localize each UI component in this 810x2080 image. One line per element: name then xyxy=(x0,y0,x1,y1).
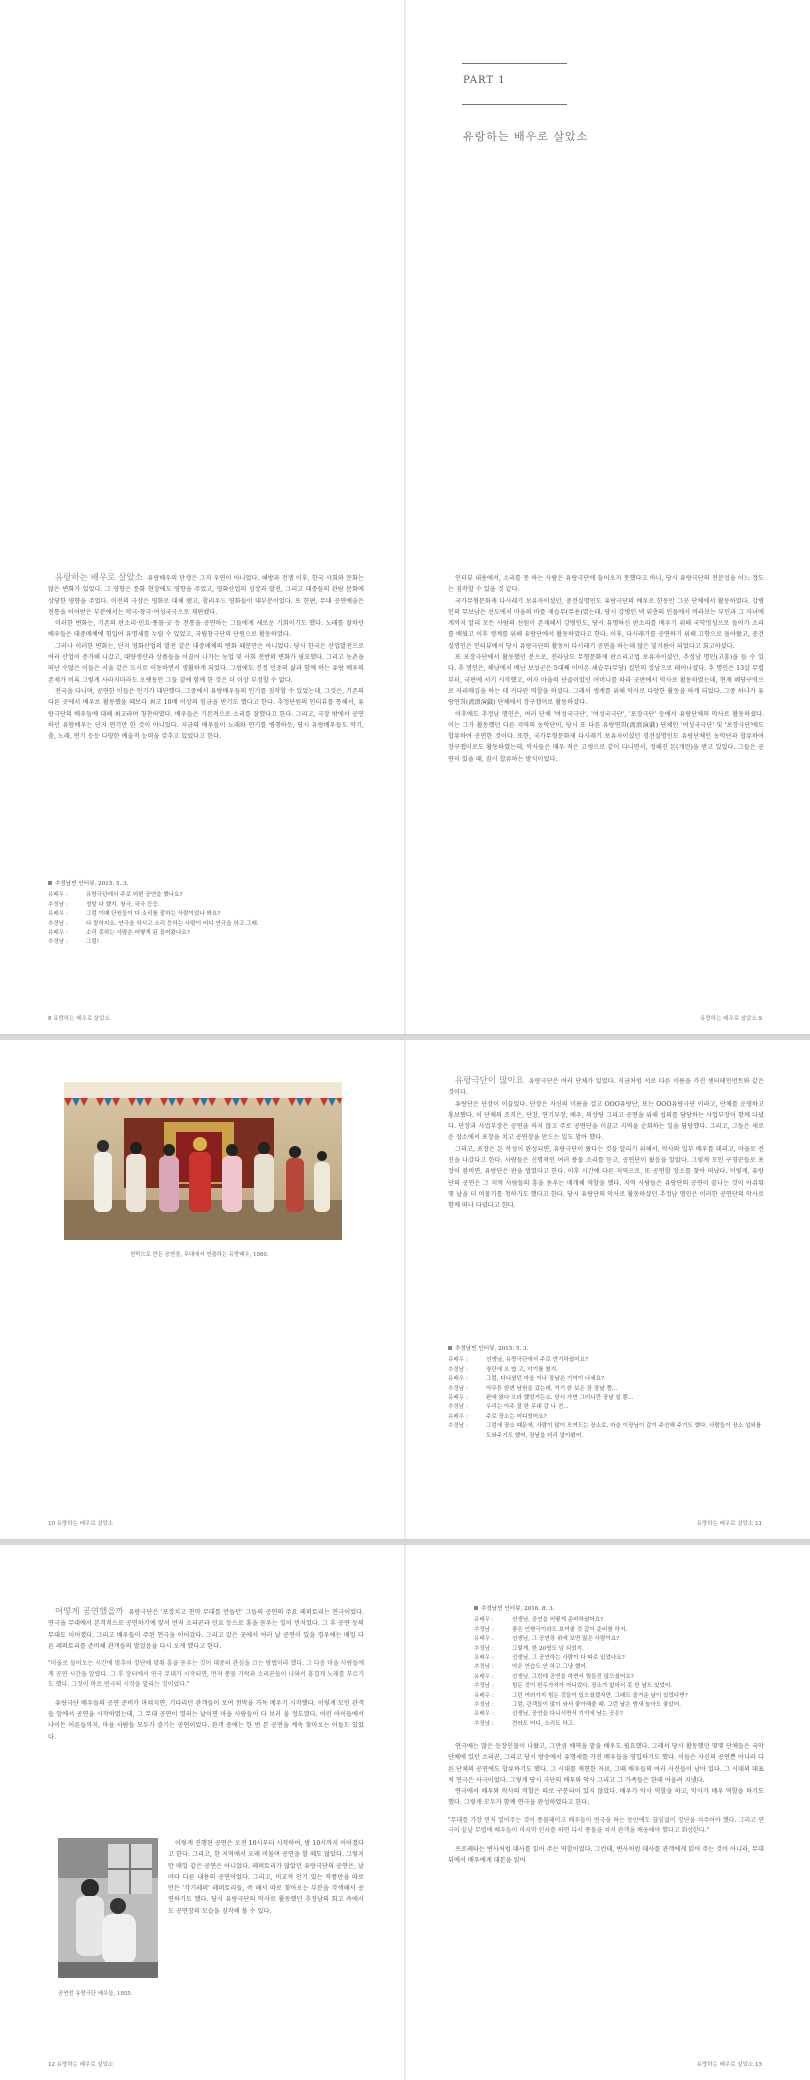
interview-line: 유배우 : 그런 여러가지 힘든 것들이 있으셨겠지만, 그래도 즐거운 날이 있었다면? xyxy=(474,1692,688,1699)
interview-line: 유배우 : 그럼 이때 단원들이 다 소리를 잘하는 사람이었나 봐요? xyxy=(48,911,221,918)
interview-line: 추정남 : 아무튼 한번 남원을 갔는데, 거기 한 보은 장 장날 쯤... xyxy=(448,1385,618,1392)
page-8 xyxy=(0,0,405,1034)
page-9-body xyxy=(448,573,764,765)
paragraph: 연극에서 배우와 악사의 역할은 따로 구분되어 있지 않았다. 배우가 악사 역할을 하고, 악사가 배우 역할을 하기도 했다. 그렇게 모두가 함께 연극을 완성하였다고 한다. xyxy=(448,1788,764,1807)
actors-photo-image xyxy=(58,1838,158,1978)
actors-photo xyxy=(58,1838,158,1978)
interview-line: 추정남 : 그럼에 장소 때문에, 사람이 많이 모여드는 장소로. 마을 이장님이 같이 주선해 주기도 했다. 사람들이 장소 섭외를 도와주기도 했어, 장날을 미리 알아봤어. xyxy=(448,1423,762,1439)
paragraph: 그러나 이러한 변화는, 단지 영화산업의 발전 같은 대중매체의 변화 때문만은 아니었다. 당시 한국은 산업발전으로 여러 산업이 증가해 나갔고, 대량생산과 상품들을 이끌어 나가는 농업 및 사회 전반의 변화가 필요했다. 그리고 농촌을 떠난 수많은 이들은 서울 같은 도시로 이동하면서 생활하게 되었다. 그럼에도 진정 민중의 삶과 함께 하는 유랑 배우의 존재가 비록 그렇게 사라지더라도 오랫동안 그들 곁에 함께 한 것은 더 이상 부정할 수 없다. xyxy=(48,642,364,684)
interview-box xyxy=(448,1345,764,1441)
interview-line: 추정남 : 다 잘하지요. 연극을 하시고 소리 등하는 사람이 어디 연극을 하고 그래. xyxy=(48,920,259,927)
page-number: 12 유랑하는 배우로 살았소 xyxy=(48,2062,114,2068)
stage-photo xyxy=(64,1082,342,1240)
page-number: 유랑하는 배우로 살았소 13 xyxy=(696,2062,762,2068)
photo-caption: 공연전 유랑극단 배우들, 1955. xyxy=(58,1991,133,1997)
part-title: 유랑하는 배우로 살았소 xyxy=(463,130,589,143)
spread-3 xyxy=(0,1545,810,2080)
interview-box xyxy=(474,1605,764,1729)
interview-line: 유배우 : 선생님, 공연을 어떻게 준비하셨어요? xyxy=(474,1617,604,1624)
spread-2 xyxy=(0,1040,810,1540)
section-heading: 유랑극단이 많이요 xyxy=(455,1076,524,1086)
page-9 xyxy=(405,0,810,1034)
bullet-square-icon xyxy=(448,1346,452,1350)
bullet-square-icon xyxy=(474,1606,478,1610)
page-number: 유랑하는 배우로 살았소 9 xyxy=(700,1016,762,1022)
page-12-body xyxy=(48,1607,364,1743)
page-12 xyxy=(0,1545,405,2080)
interview-line: 추정남 : 힘든 것이 한두가지가 아니었다. 장소가 없어서 못 한 날도 있었어. xyxy=(474,1683,673,1690)
interview-line: 추정남 : 우리는 아주 잘 한 무대 갈 나 전... xyxy=(448,1404,569,1411)
spread-1 xyxy=(0,0,810,1035)
divider-rule xyxy=(462,104,567,105)
paragraph: 유랑극단 배우들의 공연 준비가 마쳐지면, 기다리던 관객들이 모여 천막을 가득 메우기 시작했다. 이렇게 모인 관객들 앞에서 공연을 시작하였는데, 그 무대 공연이 열리는 날이면 마을 사람들이 다 보러 올 정도였다. 어린 아이들에서 나이든 어른들까지, 마을 사람들 모두가 즐기는 공연이었다. 관객 중에는 한 번 본 공연을 계속 찾아오는 이들도 있었다. xyxy=(48,1699,364,1741)
paragraph: 이렇게 진행된 공연은 오전 10시부터 시작하여, 밤 10시까지 이어졌다고 한다. 그리고, 한 지역에서 오래 머물며 공연을 할 때도 많았다. 그렇지만 매일 같은 공연은 아니었다. 레퍼토리가 많았던 유랑극단의 공연은, 날마다 다른 내용의 공연이었다. 그리고, 비교적 인기 있는 작품만을 따로 만든 '각기레퍼' 레퍼토리들, 즉 해서 따로 찾아오는 부분을 각색해서 공연하기도 했다. 당시 유랑극단의 악사로 활동했던 추정남의 회고 속에서도 공연장의 모습을 짐작해 볼 수 있다. xyxy=(168,1840,364,1915)
stage-photo-image xyxy=(64,1082,342,1240)
interview-line: 유배우 : 그럼, 다니셨던 마을 이나 장날은 기억이 나세요? xyxy=(448,1376,605,1383)
interview-line: 추정남 : 정말 다 했지. 창극, 국극 등등. xyxy=(48,901,160,908)
page-number: 유랑하는 배우로 살았소 11 xyxy=(696,1521,762,1527)
interview-line: 유배우 : 선생님, 유랑극단에서 주로 연기하셨어요? xyxy=(448,1357,588,1364)
page-8-body xyxy=(48,573,364,742)
interview-source: 추정남빈 인터뷰, 2015. 5. 3. xyxy=(55,881,129,887)
bullet-square-icon xyxy=(48,881,52,885)
page-13-body xyxy=(448,1741,764,1866)
interview-line: 추정남 : 악은 연습도 안 하고 그냥 했어. xyxy=(474,1664,588,1671)
interview-line: 추정남 : 그럼! xyxy=(48,939,100,946)
paragraph: 이후에도 추정남 명인은, 여러 단체 '여성국극단', '여성국극단', '포장극단' 등에서 유랑단체의 악사로 활동하셨다. 이는 그가 활동했던 다른 지역의 농악단이, 당시 또 다른 유랑연희(流浪演戱) 단체인 '여성국극단' 및 '포장극단'에도 합류하여 공연한 것이다. 또한, 국가무형문화재 다시래기 보유자이셨던 경견실명인도 유랑단체인 농악단과 합류하여 장구잽이로도 활동하였는데, 악사들은 매우 적은 고생으로 같이 다니면서, 정해진 돈(개런)을 받고 있었다. 그들은 공연이 있을 때, 잠시 합류하는 방식이었다. xyxy=(448,710,764,763)
paragraph: 전국을 다니며, 공연한 이들은 인기가 대단했다. 그중에서 유랑배우들의 인기를 짐작할 수 있었는데, 그것은, 기존의 다른 곳에서 배우로 활동했을 때보다 최고 10배 이상의 임금을 받기도 했다고 한다. 추정단원의 인터뷰를 통해서, 유랑극단의 배우들에 대해 최고라며 칭찬하였다. 배우들은 기본적으로 소리를 잘했다고 한다. 그리고, 극장 밖에서 공연하던 유랑배우는 단지 연기만 한 것이 아니었다. 지금의 배우들이 노래와 연기를 병행하듯, 당시 유랑배우들도 악기, 춤, 노래, 연기 등등 다양한 예술적 능력을 갖추고 있었다고 한다. xyxy=(48,687,364,741)
interview-source: 추정남빈 인터뷰, 2015. 5. 3. xyxy=(455,1346,529,1352)
paragraph: 프로레타는 변사처럼 대사를 읽어 주는 역할이었다. 그런데, 변사처럼 대사를 관객에게 읽어 주는 것이 아니라, 무대 뒤에서 배우에게 대본을 읽어 xyxy=(448,1845,764,1865)
paragraph: 유랑극단은 '포장치고 천막 무대를 만들던' 그들의 공연의 주요 레퍼토리는 연극이었다. 연극을 무대에서 본격적으로 공연하기에 앞서 먼저 소리꾼과 민요 등으로 흥을 돋우는 일이 먼저였다. 그 후 공연 등의 무대도 이어졌다. 그리고 배우들이 주된 연극을 이어갔다. 그리고 같은 곳에서 여러 날 공연이 있을 경우에는 매일 다른 레퍼토리를 준비해 관객들의 발걸음을 다시 오게 했다고 한다. xyxy=(48,1609,364,1650)
interview-line: 추정남 : 그럼, 관객들이 많이 와서 좋아해줄 때. 그런 날은 밤새 놀아도 좋았어. xyxy=(474,1702,682,1709)
section-heading: 유랑하는 배우로 살았소 xyxy=(55,573,143,583)
page-11 xyxy=(405,1040,810,1539)
paragraph: 또 포장극단에서 활동했던 분으로, 전라남도 무형문화재 판소리고법 보유자이셨던, 추정남 명인(고흥)을 들 수 있다. 추 명인은, 해남에서 배난 보성군은 5대째 이어온 세습무(무당) 집안의 장남으로 태어나셨다. 추 명인은 13살 무렵부터, 국판에 서기 시작했고, 여자 마을의 단골이었던 어머니를 따라 굿판에서 악사로 활동하였는데, 현재 해당구역으로 자리매김을 하는 데 커다란 역할을 하셨다. 그래서 생계를 위해 악사로 다양한 활동을 하게 되었다. 그중 하나가 유랑연희(流浪演戱) 단체에서 장구잽이로 활동하셨다. xyxy=(448,654,764,707)
page-10 xyxy=(0,1040,405,1539)
interview-line: 추정남 : 그렇게, 한 20명도 넘 되었지. xyxy=(474,1645,584,1652)
interview-line: 유배우 : 선생님, 그 공연장 위에 보면 많은 사람이요? xyxy=(474,1636,620,1643)
paragraph: 이러한 변화는, 기존의 판소리·민요·풍물·굿 등 전통을 공연하는 그들에게 새로운 기회이기도 했다. 노래를 잘하던 배우들은 대중매체에 힘입어 유명세를 누릴 수 있었고, 국립창극단의 단원으로 활동하였다. xyxy=(48,620,364,639)
interview-source: 추정남빈 인터뷰, 2016. 8. 3. xyxy=(481,1606,555,1612)
paragraph: 국가무형문화재 다시래기 보유자이셨던, 중견실명인도 유랑극단의 배우로 한동안 그곳 단체에서 활동하였다. 강병인의 무보남은 선도에서 마을의 바를 제습무(무용)였는데, 당시 강병인 넥 위층의 인물에서 바라보는 부인과 그 자녀에게까지 알리 모든 사람의 선원이 존재해서 강병인도, 당시 유명하신 판소리를 배우기 위해 국악영성으로 들어가 소리를 배웠고 이후 생계를 위해 유랑단에서 활동하였다고 한다. 이후, 다시래기를 공연하기 위해 고향으로 돌아왔고, 중견실명인은 인터뷰에서 당시 유랑극단의 활동이 다시래기 공연을 하는데 많은 밑거름이 되었다고 회고하셨다. xyxy=(448,597,764,650)
interview-line: 유배우 : 주로 장소는 어디었어요? xyxy=(448,1413,547,1420)
divider-rule xyxy=(462,63,567,64)
pull-quote: "무대를 가장 먼저 열어주는 것이 풍물패이고 배우들이 연극을 하는 동안에도 끊임없이 장단을 쳐주어야 했다. 그리고 연극이 끝날 무렵에 배우들이 마지막 인사를 하면 다시 풍물을 쳐서 관객을 배웅해야 했다고 회상한다." xyxy=(448,1816,764,1835)
interview-box xyxy=(48,880,364,948)
pull-quote: "마을로 들어오는 시간에 맞추어 장단에 맞춰 흥을 돋우는 것이 대중의 관심을 끄는 방법이라 했다. 그 다음 마을 사람들에게 공연 시간을 알렸다. 그 후 장터에서 연극 무대가 시작되면, 먼저 풍물 가락과 소리꾼들이 나와서 흥겹게 노래를 부르기도 했다. 그것이 바로 연극의 시작을 알리는 것이었다." xyxy=(48,1660,364,1689)
interview-line: 유배우 : 선생님, 공연을 다니시면서 기억에 남는 곳은? xyxy=(474,1711,623,1718)
paragraph: 연극에는 많은 등장인물이 나왔고, 그만큼 배역을 맡을 배우도 필요했다. 그래서 당시 활동했던 몇몇 단체들은 국악단체에 있던 소리꾼, 그리고 당시 방송에서 유명세를 가진 배우들을 영입하기도 했다. 이들은 자신의 공연뿐 아니라 다른 단체의 공연에도 합류하기도 했다. 그 시대를 재현한 자료, 그때 배우들의 여러 사진들이 남아 있다. 그 시대의 대표적 연극은 사극이었다. 그렇게 당시 극단의 배우와 악사 그리고 그 가족들은 한데 어울려 지냈다. xyxy=(448,1743,764,1784)
interview-line: 추정남 : 전라도 어디, 소리도 하고. xyxy=(474,1720,575,1727)
page-number: 8 유랑하는 배우로 살았소 xyxy=(48,1016,110,1022)
paragraph: 유랑단은 단장이 이끌었다. 단장은 자신의 이름을 걸고 OOO유랑단, 또는 OOO유랑극단 이라고, 단체를 운영하고 홍보했다. 이 단체의 조직은, 단장, 연기부장, 배우, 의상팀 그리고 공연을 위해 섭외를 담당하는 사업부장이 함께 다녔다. 단장과 사업부장은 공연을 하지 않고 주로 공연단을 이끌고 지역을 순회하는 일을 담당했다. 그리고, 그들은 새로운 장소에서 포장을 치고 공연장을 만드는 일도 맡아 했다. xyxy=(448,1100,764,1142)
paragraph: 유랑극단은 여러 단체가 있었다. 지금처럼 서로 다른 이름을 가진 센터테인먼트와 같은 것이다. xyxy=(448,1078,765,1097)
paragraph: 그리고, 포장은 돈 작성이 완성되면, 유랑극단이 왔다는 것을 알리기 위해서, 악사와 일부 배우를 데리고, 마을로 전진을 나갔다고 한다. 사람들은 신명적인 여러 풍물 소리를 듣고, 공연단이 왔음을 알았다. 그렇게 모인 구경꾼들로 포장이 붐비면, 유랑단은 판을 벌였다고 한다. 이후 시간에 다른 지역으로, 또 공연할 장소를 찾아 떠났다. 이렇게, 유랑단의 공연은 그 지역 사람들의 흥을 돋우는 매개체 역할을 했다. 지역 사람들은 유랑단의 공연이 끝나는 것이 아쉬워 몇 날을 더 머물기를 청하기도 했다고 한다. 당시 유랑단의 악사로 활동하셨던 추정남 명인은 이러한 공연단의 악사로 함께 떠나 다녔다고 한다. xyxy=(448,1145,764,1210)
page-13 xyxy=(405,1545,810,2080)
interview-line: 유배우 : 유랑극단에서 주로 어떤 공연을 했나요? xyxy=(48,892,183,899)
interview-line: 추정남 : 장단에 오 밥 고, 악기를 쳤지. xyxy=(448,1366,558,1373)
interview-line: 추정남 : 좋은 인형극이라도 보여줄 것 같이 준비를 하지. xyxy=(474,1626,628,1633)
interview-line: 유배우 : 선생님, 그 공연하는 사람이 다 따로 있었나요? xyxy=(474,1655,625,1662)
section-heading: 어떻게 공연했을까 xyxy=(55,1607,124,1617)
part-label: PART 1 xyxy=(463,75,506,86)
paragraph: 인터뷰 내용에서, 소리를 못 하는 사람은 유랑극단에 들어오지 못했다고 하니, 당시 유랑극단의 전문성을 어느 정도는 짐작할 수 있을 것 같다. xyxy=(448,575,764,594)
interview-line: 유배우 : 선생님, 그런데 공연을 하면서 힘들진 않으셨어요? xyxy=(474,1673,634,1680)
paragraph: 유랑배우의 탄생은 그저 우연이 아니었다. 해방과 전쟁 이후, 한국 사회와 문화는 많은 변화가 있었다. 그 영향은 문화 현장에도 영향을 주었고, 영화산업의 성장과 발전, 그리고 대중들의 관람 문화에 상당한 영향을 주었다. 이전의 극장은 영화로 대체 됐고, 할리우드 영화들이 대부분이었다. 또 한편, 무대 공연예술은 전통을 이어받은 부분에서는 악극·창극·여성국극으로 재편됐다. xyxy=(48,575,365,616)
page-11-body xyxy=(448,1076,764,1212)
side-column xyxy=(168,1838,364,1917)
interview-line: 유배우 : 판에 왔다 오라 했었거든요. 당시 가면 그러니깐 장날 일 뿐... xyxy=(448,1395,634,1402)
photo-caption: 천막으로 만든 공연장, 무대에서 연출하는 유랑배우, 1980. xyxy=(130,1252,269,1258)
page-number: 10 유랑하는 배우로 살았소 xyxy=(48,1521,114,1527)
interview-line: 유배우 : 소리 못하는 사람은 어떻게 된 들어왔나요? xyxy=(48,930,190,937)
